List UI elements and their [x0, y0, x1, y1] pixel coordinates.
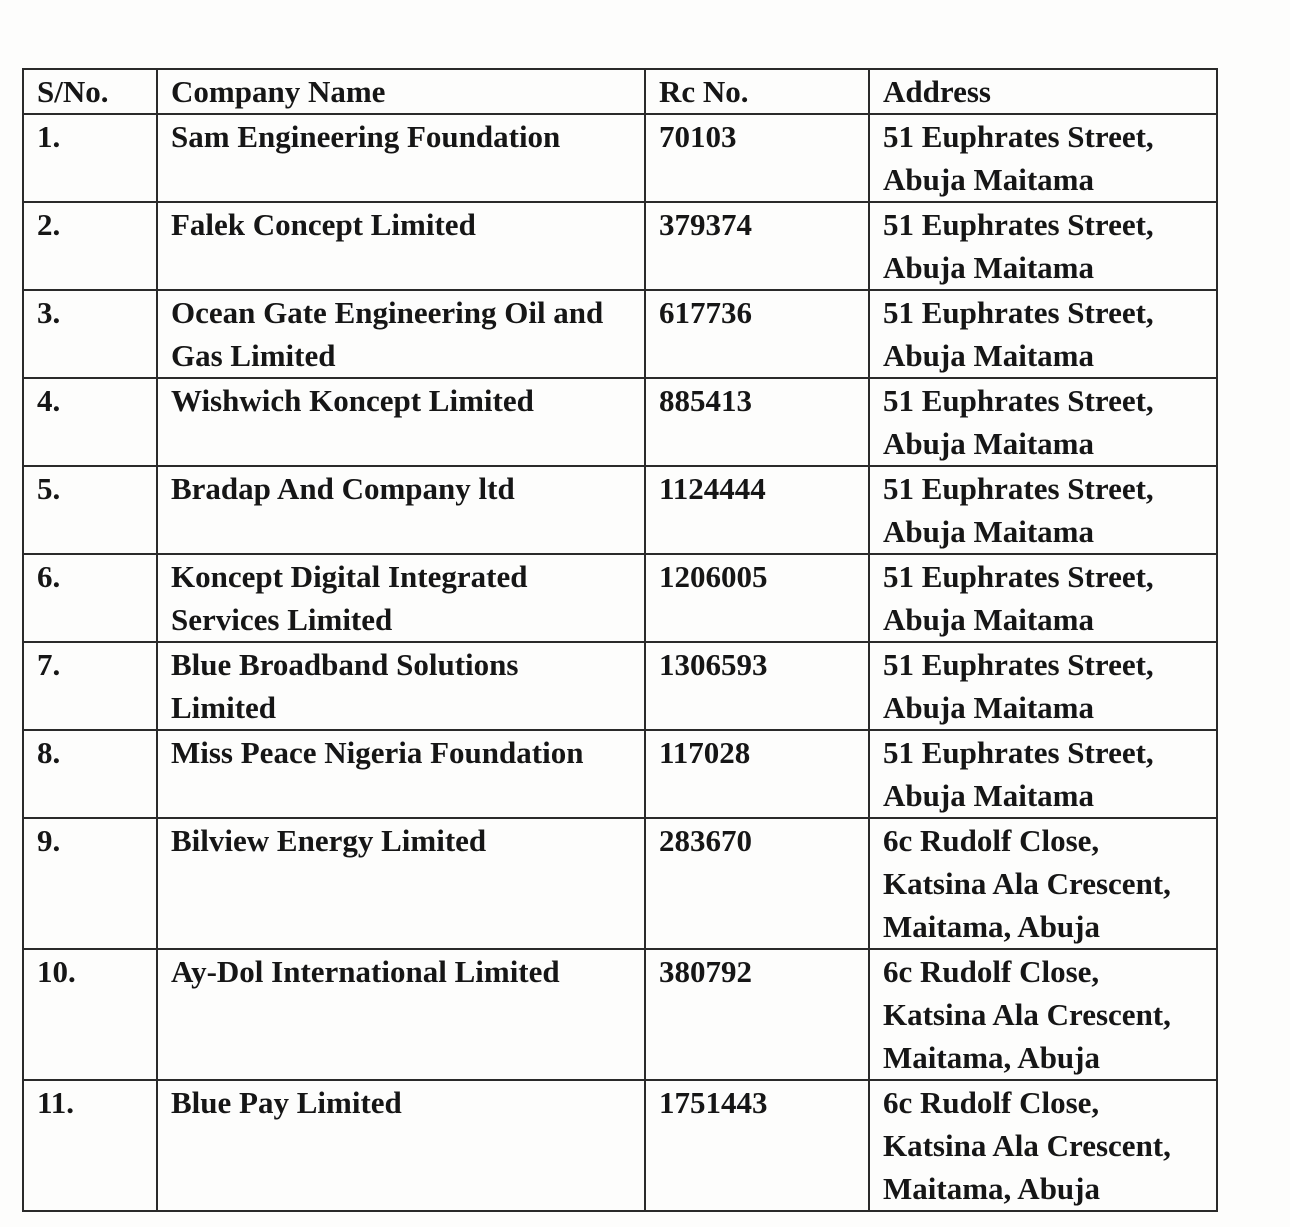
company-name-cell: Blue Broadband Solutions Limited	[157, 642, 645, 730]
table-row	[23, 642, 1217, 730]
company-name-cell: Falek Concept Limited	[157, 202, 645, 290]
table-row	[23, 1080, 1217, 1211]
rc-number-cell: 1751443	[645, 1080, 869, 1211]
serial-number-cell: 6.	[23, 554, 157, 642]
rc-number-cell: 617736	[645, 290, 869, 378]
address-cell: 51 Euphrates Street, Abuja Maitama	[869, 378, 1217, 466]
company-name-cell: Wishwich Koncept Limited	[157, 378, 645, 466]
header-address: Address	[869, 69, 1217, 114]
serial-number-cell: 3.	[23, 290, 157, 378]
rc-number-cell: 1306593	[645, 642, 869, 730]
table-row	[23, 466, 1217, 554]
rc-number-cell: 117028	[645, 730, 869, 818]
serial-number-cell: 7.	[23, 642, 157, 730]
serial-number-cell: 2.	[23, 202, 157, 290]
company-name-cell: Ocean Gate Engineering Oil and Gas Limited	[157, 290, 645, 378]
address-cell: 6c Rudolf Close, Katsina Ala Crescent, Maitama, Abuja	[869, 949, 1217, 1080]
serial-number-cell: 10.	[23, 949, 157, 1080]
header-rc-number: Rc No.	[645, 69, 869, 114]
header-company-name: Company Name	[157, 69, 645, 114]
rc-number-cell: 283670	[645, 818, 869, 949]
company-name-cell: Sam Engineering Foundation	[157, 114, 645, 202]
rc-number-cell: 70103	[645, 114, 869, 202]
table-row	[23, 114, 1217, 202]
address-cell: 6c Rudolf Close, Katsina Ala Crescent, Maitama, Abuja	[869, 1080, 1217, 1211]
address-cell: 51 Euphrates Street, Abuja Maitama	[869, 642, 1217, 730]
address-cell: 51 Euphrates Street, Abuja Maitama	[869, 114, 1217, 202]
table-row	[23, 730, 1217, 818]
rc-number-cell: 885413	[645, 378, 869, 466]
serial-number-cell: 1.	[23, 114, 157, 202]
serial-number-cell: 4.	[23, 378, 157, 466]
company-name-cell: Koncept Digital Integrated Services Limited	[157, 554, 645, 642]
address-cell: 51 Euphrates Street, Abuja Maitama	[869, 202, 1217, 290]
table-row	[23, 554, 1217, 642]
serial-number-cell: 5.	[23, 466, 157, 554]
table-header-row	[23, 69, 1217, 114]
table-row	[23, 949, 1217, 1080]
serial-number-cell: 9.	[23, 818, 157, 949]
rc-number-cell: 1206005	[645, 554, 869, 642]
company-name-cell: Bradap And Company ltd	[157, 466, 645, 554]
table-row	[23, 202, 1217, 290]
table-row	[23, 818, 1217, 949]
company-name-cell: Miss Peace Nigeria Foundation	[157, 730, 645, 818]
serial-number-cell: 11.	[23, 1080, 157, 1211]
header-serial-number: S/No.	[23, 69, 157, 114]
address-cell: 51 Euphrates Street, Abuja Maitama	[869, 554, 1217, 642]
rc-number-cell: 379374	[645, 202, 869, 290]
company-registry-table	[22, 68, 1218, 1212]
table-row	[23, 378, 1217, 466]
serial-number-cell: 8.	[23, 730, 157, 818]
company-name-cell: Blue Pay Limited	[157, 1080, 645, 1211]
address-cell: 51 Euphrates Street, Abuja Maitama	[869, 466, 1217, 554]
address-cell: 6c Rudolf Close, Katsina Ala Crescent, Maitama, Abuja	[869, 818, 1217, 949]
address-cell: 51 Euphrates Street, Abuja Maitama	[869, 290, 1217, 378]
company-name-cell: Bilview Energy Limited	[157, 818, 645, 949]
address-cell: 51 Euphrates Street, Abuja Maitama	[869, 730, 1217, 818]
company-name-cell: Ay-Dol International Limited	[157, 949, 645, 1080]
rc-number-cell: 380792	[645, 949, 869, 1080]
rc-number-cell: 1124444	[645, 466, 869, 554]
table-row	[23, 290, 1217, 378]
